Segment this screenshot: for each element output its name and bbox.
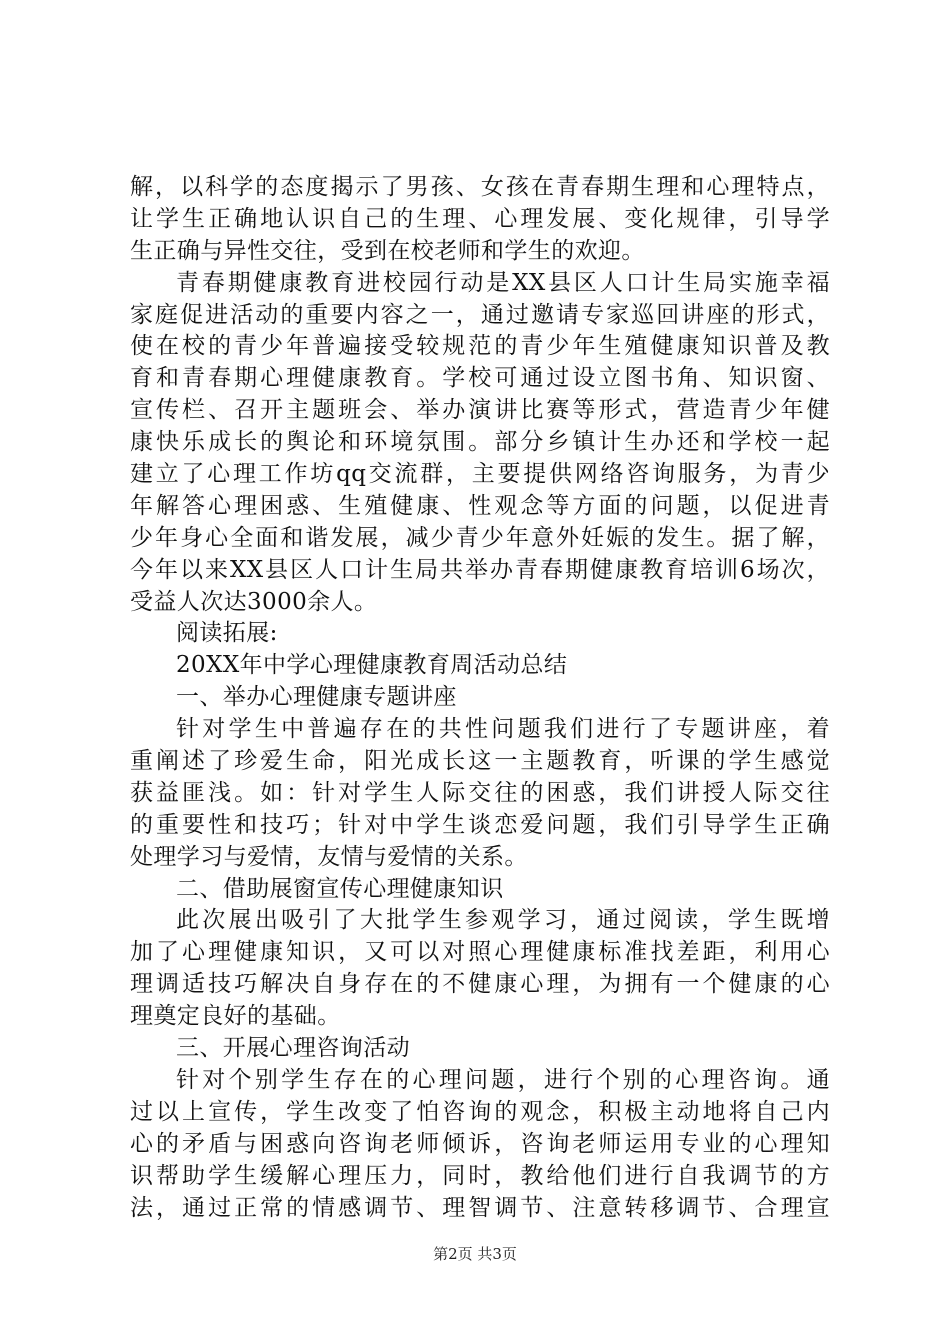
text-line: 此次展出吸引了大批学生参观学习，通过阅读，学生既增 (176, 907, 830, 934)
text-line: 家庭促进活动的重要内容之一，通过邀请专家巡回讲座的形式， (130, 301, 830, 328)
text-line: 过以上宣传，学生改变了怕咨询的观念，积极主动地将自己内 (130, 1098, 830, 1125)
text-line: 建立了心理工作坊qq交流群，主要提供网络咨询服务，为青少 (130, 461, 830, 488)
text-line: 针对学生中普遍存在的共性问题我们进行了专题讲座，着 (176, 716, 830, 743)
text-line: 法，通过正常的情感调节、理智调节、注意转移调节、合理宣 (130, 1194, 830, 1221)
text-line: 一、举办心理健康专题讲座 (176, 684, 457, 711)
text-line: 20XX年中学心理健康教育周活动总结 (176, 652, 568, 679)
text-line: 青春期健康教育进校园行动是XX县区人口计生局实施幸福 (176, 269, 830, 296)
text-line: 康快乐成长的舆论和环境氛围。部分乡镇计生办还和学校一起 (130, 429, 830, 456)
text-line: 识帮助学生缓解心理压力，同时，教给他们进行自我调节的方 (130, 1162, 830, 1189)
text-line: 心的矛盾与困惑向咨询老师倾诉，咨询老师运用专业的心理知 (130, 1130, 830, 1157)
text-line: 获益匪浅。如：针对学生人际交往的困惑，我们讲授人际交往 (130, 779, 830, 806)
text-line: 使在校的青少年普遍接受较规范的青少年生殖健康知识普及教 (130, 333, 830, 360)
text-line: 加了心理健康知识，又可以对照心理健康标准找差距，利用心 (130, 939, 830, 966)
text-line: 理奠定良好的基础。 (130, 1003, 341, 1030)
document-body (130, 172, 830, 1224)
text-line: 的重要性和技巧；针对中学生谈恋爱问题，我们引导学生正确 (130, 811, 830, 838)
text-line: 让学生正确地认识自己的生理、心理发展、变化规律，引导学 (130, 205, 830, 232)
text-line: 受益人次达3000余人。 (130, 588, 378, 615)
text-line: 生正确与异性交往，受到在校老师和学生的欢迎。 (130, 237, 645, 264)
text-line: 理调适技巧解决自身存在的不健康心理，为拥有一个健康的心 (130, 971, 830, 998)
text-line: 今年以来XX县区人口计生局共举办青春期健康教育培训6场次， (130, 556, 830, 583)
text-line: 解，以科学的态度揭示了男孩、女孩在青春期生理和心理特点， (130, 174, 830, 200)
text-line: 年解答心理困惑、生殖健康、性观念等方面的问题，以促进青 (130, 492, 830, 519)
text-line: 二、借助展窗宣传心理健康知识 (176, 875, 504, 902)
text-line: 少年身心全面和谐发展，减少青少年意外妊娠的发生。据了解， (130, 524, 830, 551)
text-line: 阅读拓展: (176, 620, 278, 647)
text-line: 育和青春期心理健康教育。学校可通过设立图书角、知识窗、 (130, 365, 830, 392)
page-footer: 第2页 共3页 (433, 1245, 517, 1263)
text-line: 处理学习与爱情，友情与爱情的关系。 (130, 843, 528, 870)
text-line: 重阐述了珍爱生命，阳光成长这一主题教育，听课的学生感觉 (130, 748, 830, 775)
text-line: 三、开展心理咨询活动 (176, 1035, 410, 1062)
text-line: 宣传栏、召开主题班会、举办演讲比赛等形式，营造青少年健 (130, 397, 830, 424)
text-line: 针对个别学生存在的心理问题，进行个别的心理咨询。通 (176, 1066, 830, 1093)
